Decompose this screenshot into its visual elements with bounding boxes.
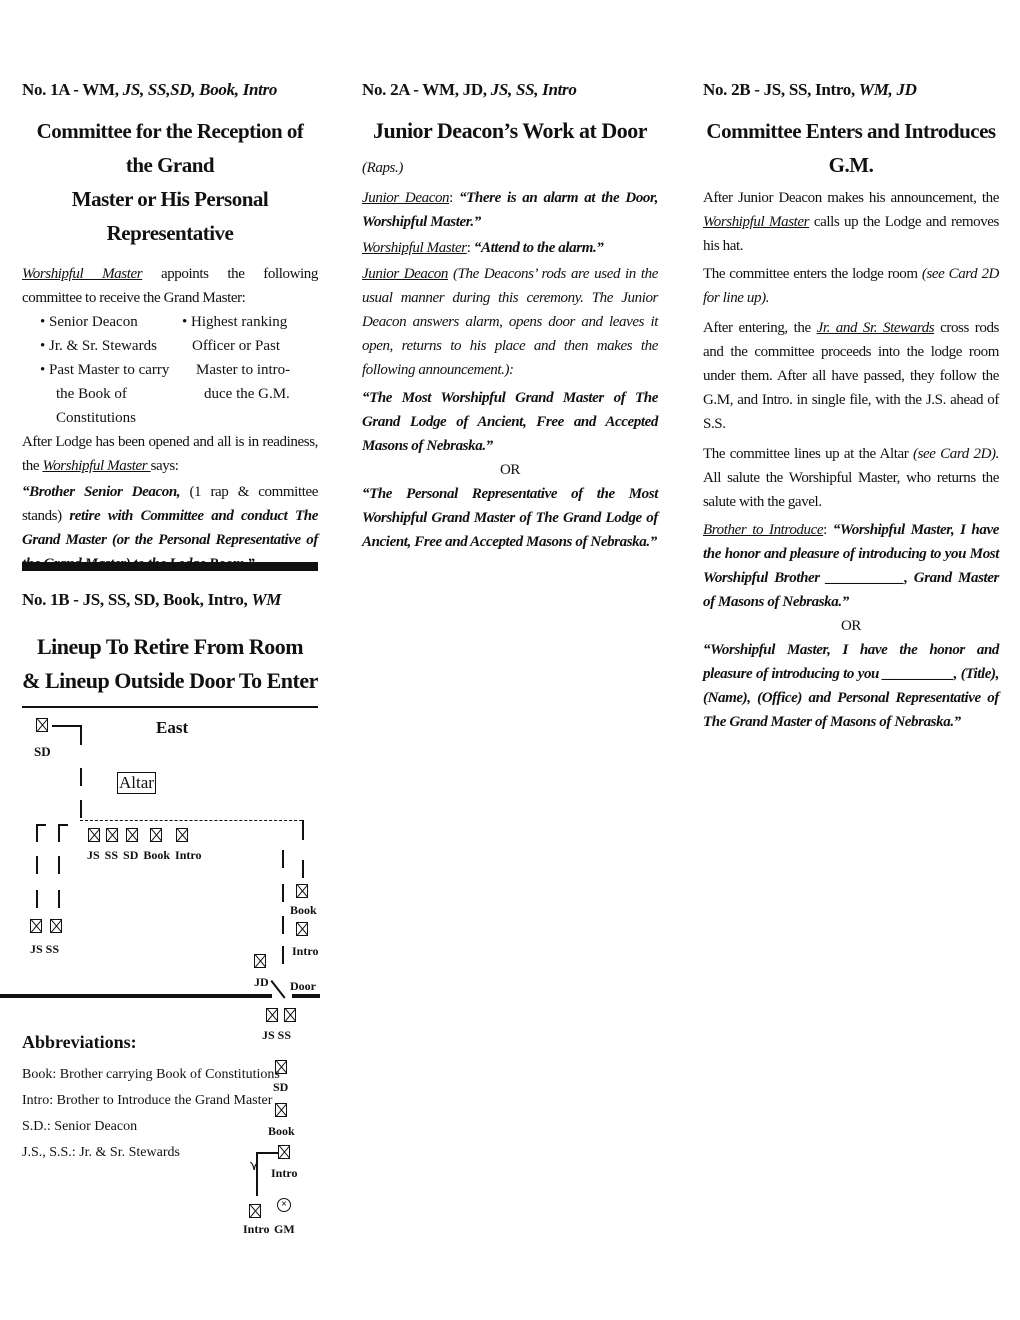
raps-text: (Raps.) [362,160,403,176]
sd-label: SD [273,1080,289,1094]
para-2: The committee enters the lodge room (see Card 2D for line up). [703,266,999,306]
card-number-2b: No. 2B - JS, SS, Intro, WM, JD [703,80,917,99]
jd-note: Junior Deacon (The Deacons’ rods are used in the usual manner during this ceremony. The Junior Deacon answers alarm, opens door and leaves it open, returns to his place and then makes the following announcement.): [362,266,658,378]
ss-marker-icon [284,1008,296,1022]
row-labels: JS SS SD Book Intro [87,848,202,862]
book-label: Book [268,1124,295,1138]
intro-label: Intro [243,1222,270,1236]
title-1a: Committee for the Reception of the Grand Master or His Personal Representative [36,119,304,245]
title-underline [22,706,318,708]
announcement-1: “The Most Worshipful Grand Master of The Grand Lodge of Ancient, Free and Accepted Masons of Nebraska.” [362,390,658,454]
announcement-2: “The Personal Representative of the Most Worshipful Grand Master of The Grand Lodge of Ancient, Free and Accepted Masons of Nebraska.” [362,486,658,550]
after-text: After Lodge has been opened and all is in readiness, the Worshipful Master says: [22,434,318,474]
title-2b: Committee Enters and Introduces G.M. [706,119,996,177]
column-2 [362,78,658,554]
committee-list: • Senior Deacon • Jr. & Sr. Stewards • Past Master to carry the Book of Constitutions • Highest ranking Officer or Past Master to intro- duce the G.M. [40,314,291,426]
js-marker-icon [266,1008,278,1022]
js-marker-icon [30,919,42,933]
door-swing [270,980,285,999]
card-number-1a: No. 1A - WM, JS, SS,SD, Book, Intro [22,80,278,99]
title-1b: Lineup To Retire From Room & Lineup Outside Door To Enter [22,634,318,693]
intro-marker-icon [296,922,308,936]
appoints-text: Worshipful Master appoints the following committee to receive the Grand Master: [22,266,318,306]
wall-left [0,994,272,998]
intro-marker-icon [249,1204,261,1218]
gm-marker-icon: × [277,1198,291,1212]
abbreviations-list: Book: Brother carrying Book of Constitutions Intro: Brother to Introduce the Grand Master S.D.: Senior Deacon J.S., S.S.: Jr. & Sr. Stewards [22,1067,280,1160]
js-ss-label: JS SS [30,942,60,956]
sd-marker-icon [36,718,48,732]
or-text: OR [840,618,862,634]
intro-marker-icon [176,828,188,842]
altar-box: Altar [119,773,154,792]
jd-line: Junior Deacon: “There is an alarm at the Door, Worshipful Master.” [362,190,658,230]
book-marker-icon [150,828,162,842]
abbreviations-title: Abbreviations: [22,1032,137,1052]
title-2a: Junior Deacon’s Work at Door [372,118,648,143]
card-number-2a: No. 2A - WM, JD, JS, SS, Intro [362,80,577,99]
section-divider [22,562,318,571]
wm-line: Worshipful Master: “Attend to the alarm.” [362,240,604,256]
book-label: Book [290,903,317,917]
sd-label: SD [34,744,51,759]
door-label: Door [290,979,316,993]
wall-right [292,994,320,998]
js-ss-label: JS SS [262,1028,292,1042]
column-1 [22,78,318,576]
jd-marker-icon [254,954,266,968]
sd-quote: “Brother Senior Deacon, (1 rap & committee stands) retire with Committee and conduct The Grand Master (or the Personal Representative of [22,484,318,548]
intro-label: Intro [292,944,319,958]
gm-label: GM [274,1222,295,1236]
intro-quote-1: Brother to Introduce: “Worshipful Master, I have the honor and pleasure of introducing to you Most Worshipful Brother ___________, Grand Master of Masons of Nebraska.” [703,522,999,610]
intro-quote-2: “Worshipful Master, I have the honor and pleasure of introducing to you __________, (Title), (Name), (Office) and Personal Representative of The Grand Master of Masons of Nebraska.” [703,642,999,730]
book-marker-icon [296,884,308,898]
sd-marker-icon [126,828,138,842]
js-marker-icon [88,828,100,842]
ss-marker-icon [50,919,62,933]
para-3: After entering, the Jr. and Sr. Stewards cross rods and the committee proceeds into the lodge room under them. After all have passed, they follow the G.M, and Intro. in single file, with the J.S. ahead of S.S. [703,320,999,432]
para-1: After Junior Deacon makes his announcement, the Worshipful Master calls up the Lodge and removes his hat. [703,190,999,254]
ss-marker-icon [106,828,118,842]
jd-label: JD [254,975,269,989]
column-3 [703,78,999,734]
para-4: The committee lines up at the Altar (see Card 2D). All salute the Worshipful Master, who returns the salute with the gavel. [703,446,999,510]
card-number-1b: No. 1B - JS, SS, SD, Book, Intro, WM [22,590,282,609]
intro-label: Intro [271,1166,298,1180]
arrow-icon: ⋎ [249,1159,260,1174]
east-label: East [156,718,189,737]
or-text: OR [499,462,521,478]
